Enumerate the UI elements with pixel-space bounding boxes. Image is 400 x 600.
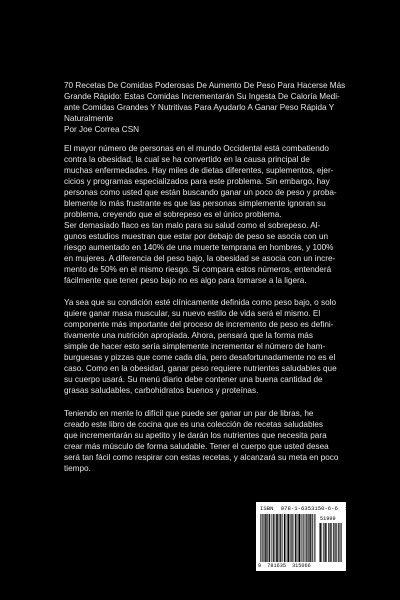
text-line: riesgo aumentado en 140% de una muerte temprana en hombres, y 100% [64, 243, 334, 252]
barcode-stripe [269, 514, 270, 562]
barcode-stripe [329, 523, 330, 562]
description-paragraph-2 [64, 297, 348, 396]
barcode-digit-group: 781635 [267, 563, 286, 569]
text-line: su cuerpo usará. Su menú diario debe contener una buena cantidad de [64, 375, 323, 384]
ean-barcode-bars [260, 514, 316, 562]
title-line: Naturalmente [64, 114, 114, 123]
text-line: quiere ganar masa muscular, su nuevo estilo de vida será el mismo. El [64, 309, 321, 318]
barcode-stripe [271, 514, 272, 562]
barcode-stripe [260, 514, 261, 562]
barcode-stripe [264, 514, 265, 562]
barcode-stripe [284, 514, 285, 562]
text-line: será tan fácil como respirar con estas recetas, y alcanzará su meta en poco [64, 453, 339, 462]
isbn-row [260, 505, 369, 512]
barcode-stripe [325, 523, 326, 562]
text-line: que incrementarán su apetito y le darán los nutrientes que necesita para [64, 431, 327, 440]
barcode-digit-group: 9 [258, 563, 262, 569]
barcode-stripe [310, 514, 311, 562]
text-line: tiempo. [64, 464, 91, 473]
text-line: creado este libro de cocina que es una colección de recetas saludables [64, 420, 323, 429]
barcode-stripe [328, 523, 329, 562]
text-line: muchas enfermedades. Hay miles de dietas diferentes, suplementos, ejer- [64, 166, 334, 175]
text-line: contra la obesidad, la cual se ha convertido en la causa principal de [64, 155, 310, 164]
price: $19.99 [345, 505, 366, 512]
description-paragraph-1 [64, 143, 348, 286]
text-line: Ya sea que su condición esté clínicamente definida como peso bajo, o solo [64, 298, 337, 307]
barcode-stripe [296, 514, 297, 562]
text-line: Ser demasiado flaco es tan malo para su salud como el sobrepeso. Al- [64, 221, 321, 230]
barcode-stripe [308, 514, 309, 562]
text-line: El mayor número de personas en el mundo Occidental está combatiendo [64, 144, 329, 153]
text-line: simple de hacer esto sería simplemente incrementar el número de ham- [64, 342, 326, 351]
text-line: en mujeres. A diferencia del peso bajo, la obesidad se asocia con un incre- [64, 254, 336, 263]
text-line: componente más importante del proceso de incremento de peso es defini- [64, 320, 334, 329]
price-barcode-bars [319, 523, 342, 562]
barcode-stripe [287, 514, 288, 562]
barcode-stripe [286, 514, 287, 562]
title-line: 70 Recetas De Comidas Poderosas De Aumento De Peso Para Hacerse Más [64, 81, 346, 90]
title-line: ante Comidas Grandes Y Nutritivas Para Ayudarlo A Ganar Peso Rápida Y [64, 103, 335, 112]
barcode-stripe [299, 514, 300, 562]
barcode-digits [258, 563, 314, 569]
isbn-number: 978-1-6353150-6-6 [280, 505, 338, 512]
barcode-stripe [338, 523, 339, 562]
text-line: grasas saludables, carbohidratos buenos y proteínas. [64, 386, 259, 395]
book-title-block [64, 80, 354, 135]
barcode-stripe [295, 514, 296, 562]
barcode-stripe [275, 514, 276, 562]
text-line: caso. Como en la obesidad, ganar peso requiere nutrientes saludables que [64, 364, 337, 373]
barcode-stripe [337, 523, 338, 562]
text-line: cicios y programas especializados para este problema. Sin embargo, hay [64, 177, 330, 186]
barcode-stripe [306, 514, 307, 562]
barcode-stripe [334, 523, 335, 562]
barcode-stripe [266, 514, 267, 562]
barcode-stripe [262, 514, 263, 562]
barcode-digit-group: 315066 [292, 563, 311, 569]
text-line: blemente lo más frustrante es que las personas simplemente ignoran su [64, 199, 326, 208]
barcode-stripe [277, 514, 278, 562]
barcode-stripe [276, 514, 277, 562]
author-line: Por Joe Correa CSN [64, 125, 140, 134]
isbn-label: ISBN [260, 505, 274, 512]
isbn-barcode [256, 502, 366, 571]
title-line: Grande Rápido: Estas Comidas Incrementarán Su Ingesta De Caloría Medi- [64, 92, 340, 101]
text-line: problema, creyendo que el sobrepeso es el único problema. [64, 210, 282, 219]
barcode-stripe [303, 514, 304, 562]
barcode-stripe [330, 523, 331, 562]
barcode-stripe [321, 523, 322, 562]
barcode-stripe [319, 523, 320, 562]
barcode-stripe [333, 523, 334, 562]
text-line: fácilmente que tener peso bajo no es algo para tomarse a la ligera. [64, 276, 307, 285]
barcode-stripe [280, 514, 281, 562]
text-line: tivamente una nutrición apropiada. Ahora, pensará que la forma más [64, 331, 313, 340]
text-line: mento de 50% en el mismo riesgo. Si compara estos números, entenderá [64, 265, 332, 274]
barcode-stripe [307, 514, 308, 562]
barcode-stripe [332, 523, 333, 562]
barcode-stripe [298, 514, 299, 562]
barcode-stripe [302, 514, 303, 562]
barcode-stripe [327, 523, 328, 562]
barcode-stripe [291, 514, 292, 562]
description-paragraph-3 [64, 408, 348, 474]
barcode-stripe [292, 514, 293, 562]
text-line: gunos estudios muestran que estar por debajo de peso se asocia con un [64, 232, 328, 241]
barcode-stripe [320, 523, 321, 562]
barcode-stripe [335, 523, 336, 562]
barcode-stripe [273, 514, 274, 562]
barcode-stripe [288, 514, 289, 562]
barcode-stripe [282, 514, 283, 562]
barcode-stripe [265, 514, 266, 562]
text-line: Teniendo en mente lo difícil que puede ser ganar un par de libras, he [64, 409, 314, 418]
text-line: burguesas y pizzas que come cada día, pero desafortunadamente no es el [64, 353, 336, 362]
barcode-stripe [339, 523, 340, 562]
barcode-stripe [323, 523, 324, 562]
price-code: 51999 [320, 516, 336, 522]
text-line: personas como usted que están buscando ganar un poco de peso y proba- [64, 188, 337, 197]
barcode-stripe [312, 514, 313, 562]
barcode-stripe [324, 523, 325, 562]
barcode-stripe [314, 514, 315, 562]
text-line: crear más músculo de forma saludable. Tener el cuerpo que usted desea [64, 442, 329, 451]
barcode-stripe [341, 523, 342, 562]
